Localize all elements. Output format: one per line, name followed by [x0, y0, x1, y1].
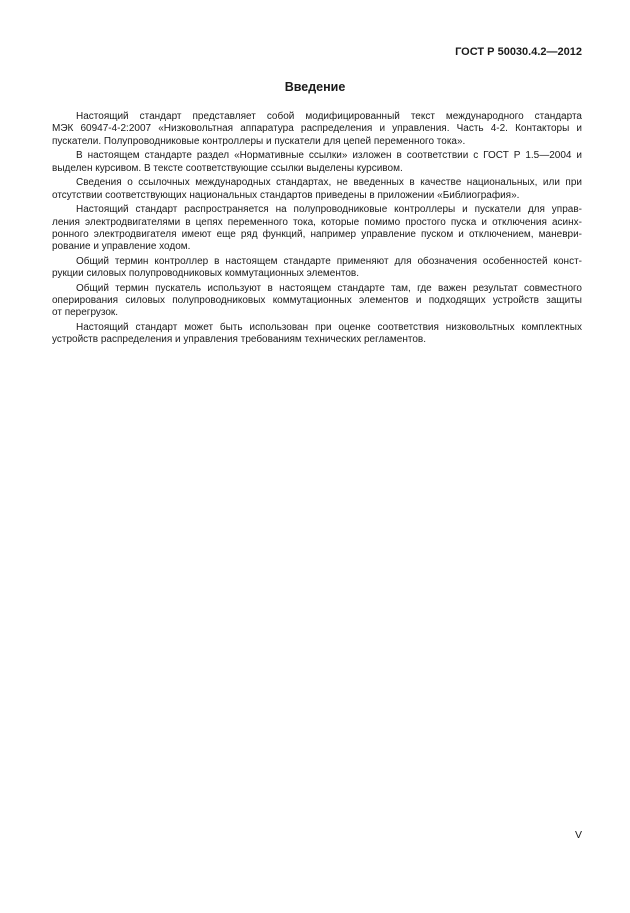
paragraph-line: Сведения о ссылочных международных стандартах, не введенных в качестве национальных, или при [76, 177, 582, 189]
paragraph [52, 256, 582, 281]
document-body [52, 111, 582, 349]
paragraph [52, 204, 582, 253]
paragraph-line: Общий термин контроллер в настоящем стандарте применяют для обозначения особенностей конст- [76, 255, 582, 267]
paragraph-line: отсутствии соответствующих национальных стандартов приведены в приложении «Библиография». [52, 189, 520, 201]
paragraph [52, 177, 582, 202]
paragraph-line: Общий термин пускатель используют в настоящем стандарте там, где важен результат совместного [76, 282, 582, 294]
paragraph [52, 150, 582, 175]
paragraph-line: ления электродвигателями в цепях переменного тока, которые помимо простого пуска и отключения асинх- [52, 216, 582, 228]
paragraph [52, 322, 582, 347]
paragraph-line: от перегрузок. [52, 307, 119, 319]
paragraph-line: В настоящем стандарте раздел «Нормативные ссылки» изложен в соответствии с ГОСТ Р 1.5—2004 и [76, 150, 582, 162]
paragraph-line: рование и управление ходом. [52, 241, 191, 253]
paragraph-line: рукции силовых полупроводниковых коммутационных элементов. [52, 268, 360, 280]
page-number: V [574, 829, 582, 841]
paragraph-line: выделен курсивом. В тексте соответствующие ссылки выделены курсивом. [52, 162, 403, 174]
paragraph-line: оперирования силовых полупроводниковых коммутационных элементов и подходящих устройств защиты [52, 295, 582, 307]
paragraph-line: пускатели. Полупроводниковые контроллеры и пускатели для цепей переменного тока». [52, 135, 466, 147]
paragraph [52, 283, 582, 320]
paragraph-line: ронного электродвигателя имеют еще ряд функций, например управление пуском и отключением, маневри- [52, 228, 582, 240]
document-id-header: ГОСТ Р 50030.4.2—2012 [455, 46, 582, 58]
paragraph [52, 111, 582, 148]
section-title: Введение [284, 80, 346, 94]
paragraph-line: Настоящий стандарт распространяется на полупроводниковые контроллеры и пускатели для управ- [76, 204, 582, 216]
paragraph-line: МЭК 60947-4-2:2007 «Низковольтная аппаратура распределения и управления. Часть 4-2. Контакторы и [52, 123, 582, 135]
paragraph-line: устройств распределения и управления требованиям технических регламентов. [52, 334, 427, 346]
paragraph-line: Настоящий стандарт представляет собой модифицированный текст международного стандарта [76, 111, 582, 122]
paragraph-line: Настоящий стандарт может быть использован при оценке соответствия низковольтных комплектных [76, 322, 582, 334]
